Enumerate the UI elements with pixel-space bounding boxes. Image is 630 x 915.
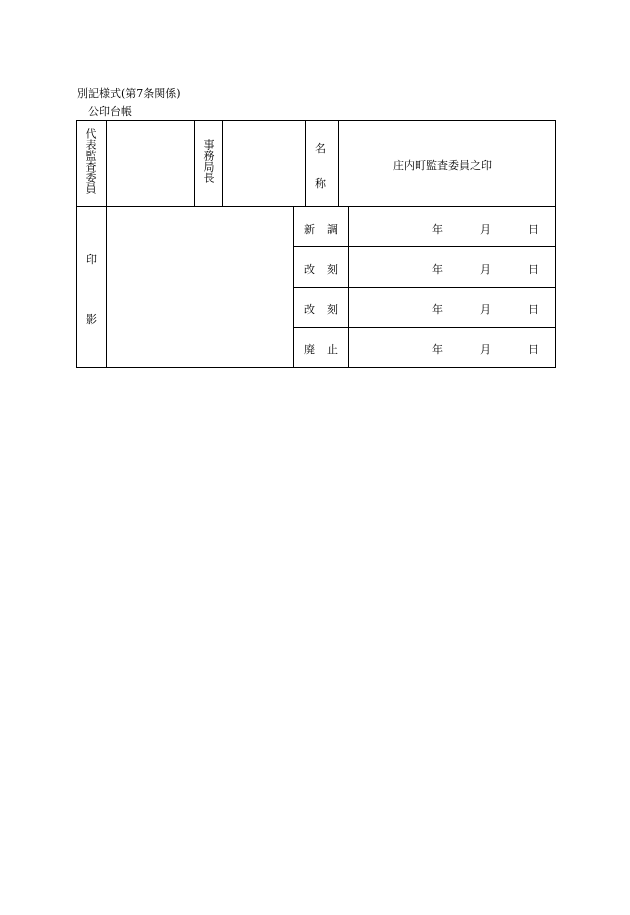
impression-label-bottom: 影 <box>86 313 97 326</box>
top-divider <box>194 120 195 207</box>
day-label: 日 <box>528 263 539 276</box>
row-label-char-1: 改 <box>304 303 315 316</box>
form-subheading: 公印台帳 <box>88 105 132 118</box>
year-label: 年 <box>432 263 443 276</box>
month-label: 月 <box>480 343 491 356</box>
impression-label-top: 印 <box>86 253 97 266</box>
top-divider <box>338 120 339 207</box>
seal-impression-area <box>107 207 293 367</box>
month-label: 月 <box>480 303 491 316</box>
top-divider <box>222 120 223 207</box>
row-label-char-2: 調 <box>327 223 338 236</box>
day-label: 日 <box>528 303 539 316</box>
year-label: 年 <box>432 303 443 316</box>
year-label: 年 <box>432 343 443 356</box>
form-heading: 別記様式(第7条関係) <box>77 87 181 100</box>
row-divider <box>293 246 556 247</box>
name-label-bottom: 称 <box>315 177 326 190</box>
top-divider <box>106 120 107 207</box>
row-divider <box>293 327 556 328</box>
month-label: 月 <box>480 223 491 236</box>
row-label-char-2: 刻 <box>327 263 338 276</box>
year-label: 年 <box>432 223 443 236</box>
director-label: 事務局長 <box>202 139 215 183</box>
name-label-top: 名 <box>315 142 326 155</box>
top-divider <box>305 120 306 207</box>
seal-name: 庄内町監査委員之印 <box>393 159 492 172</box>
day-label: 日 <box>528 223 539 236</box>
representative-auditor-label: 代表監査委員 <box>84 128 97 194</box>
row-label-char-1: 新 <box>304 223 315 236</box>
day-label: 日 <box>528 343 539 356</box>
row-label-char-2: 刻 <box>327 303 338 316</box>
row-label-char-1: 改 <box>304 263 315 276</box>
row-label-char-1: 廃 <box>304 343 315 356</box>
month-label: 月 <box>480 263 491 276</box>
row-label-char-2: 止 <box>327 343 338 356</box>
row-divider <box>293 287 556 288</box>
